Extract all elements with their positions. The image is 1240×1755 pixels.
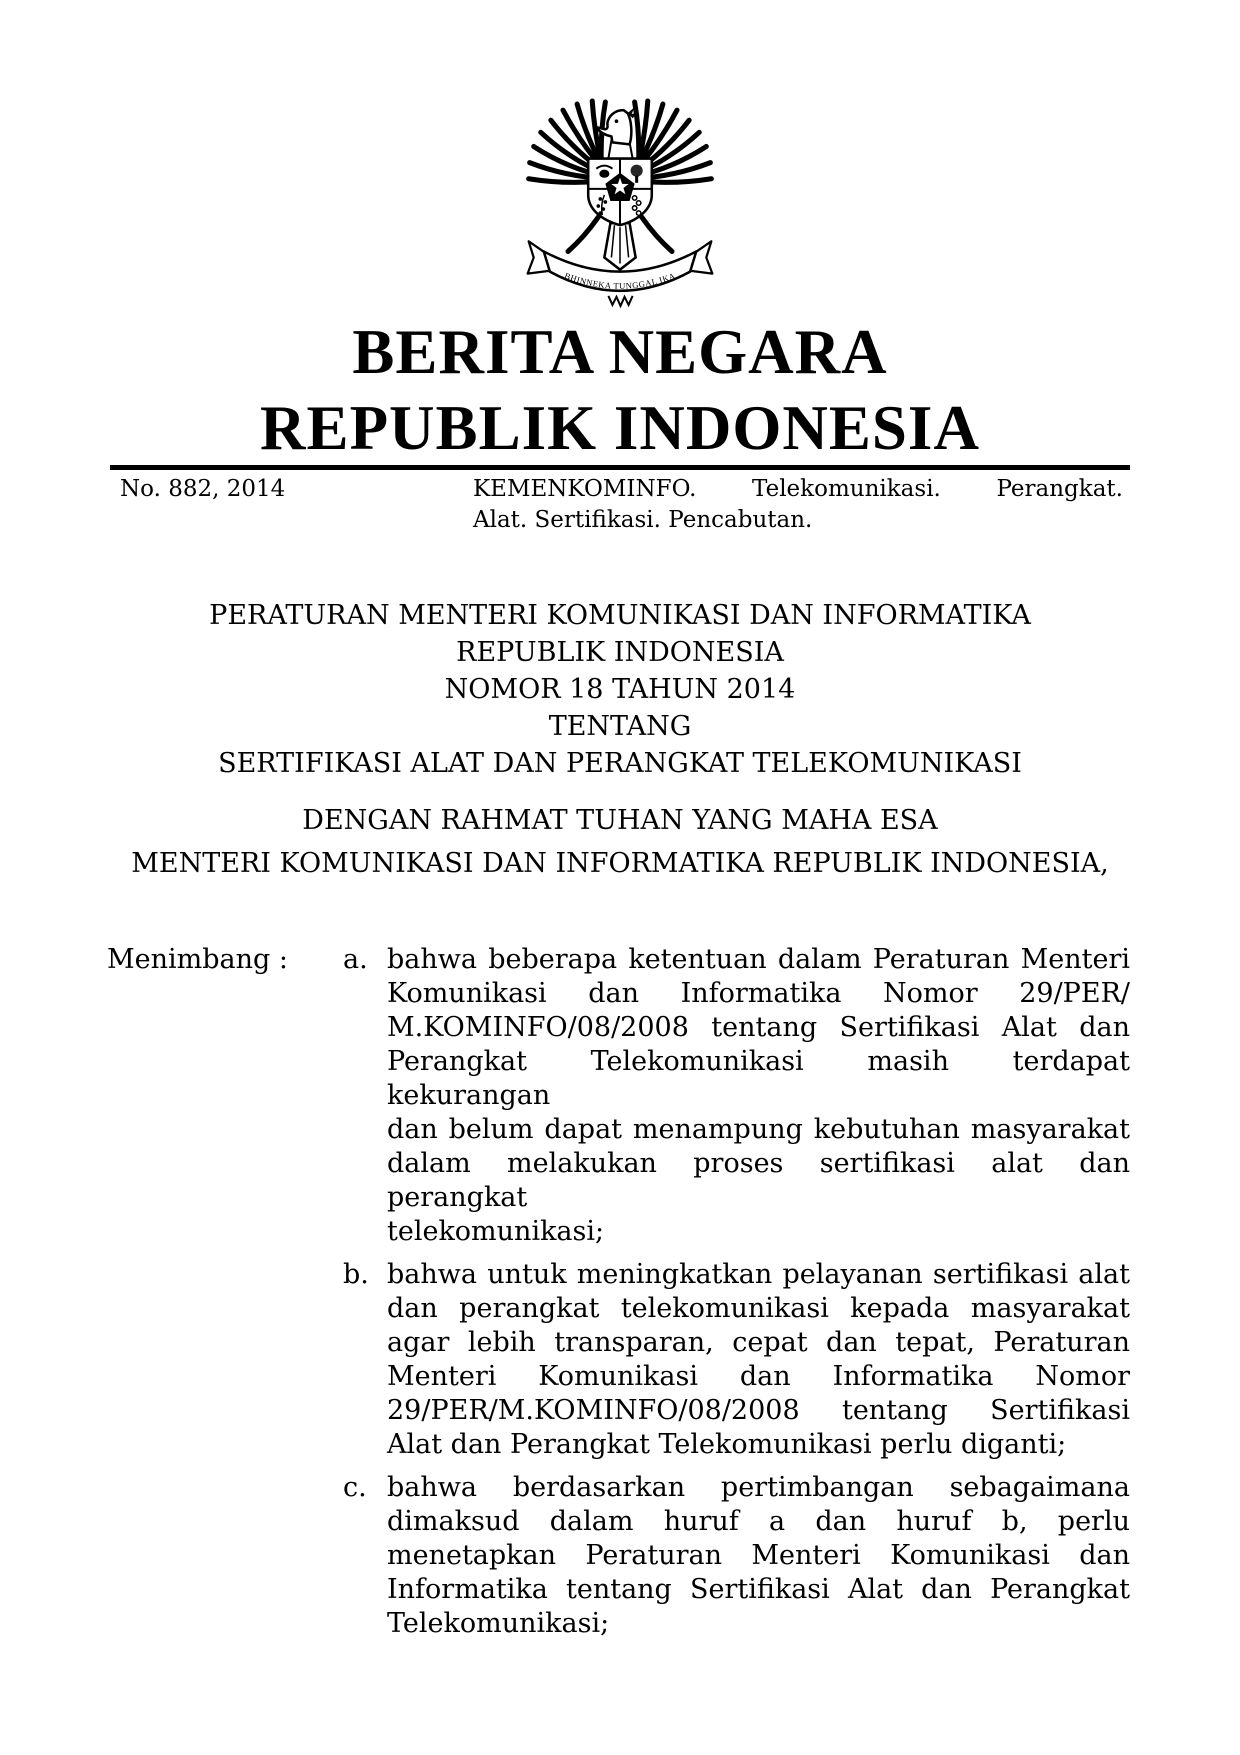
text-line: bahwa berdasarkan pertimbangan sebagaimana (387, 1472, 1130, 1503)
motto-text: BHINNEKA TUNGGAL IKA (563, 270, 677, 291)
shield (588, 159, 652, 226)
tail-tips (608, 296, 632, 306)
text-line: Komunikasi dan Informatika Nomor 29/PER/ (387, 978, 1130, 1009)
eagle-eye (615, 119, 619, 123)
authority-line: MENTERI KOMUNIKASI DAN INFORMATIKA REPUBLIK INDONESIA, (131, 848, 1109, 879)
garuda-pancasila-emblem (525, 98, 715, 312)
masthead-title (0, 314, 1240, 466)
regulation-heading (0, 597, 1240, 782)
text-line: SERTIFIKASI ALAT DAN PERANGKAT TELEKOMUNIKASI (218, 748, 1022, 779)
text-line: Menteri Komunikasi dan Informatika Nomor (387, 1361, 1130, 1392)
item-marker-c: c. (343, 1472, 367, 1503)
text-line: Alat. Sertifikasi. Pencabutan. (473, 507, 813, 533)
consideration-item-c (107, 1471, 1130, 1641)
text-line: BERITA NEGARA (352, 317, 888, 387)
text-line: TENTANG (548, 711, 692, 742)
text-line: dalam melakukan proses sertifikasi alat dan perangkat (387, 1148, 1130, 1213)
subject-keywords (473, 474, 1123, 536)
text-line: dan perangkat telekomunikasi kepada masyarakat (387, 1293, 1130, 1324)
text-line: dan belum dapat menampung kebutuhan masyarakat (387, 1114, 1130, 1145)
issue-number: No. 882, 2014 (120, 476, 286, 502)
text-line: REPUBLIK INDONESIA (456, 637, 784, 668)
text-line: Perangkat Telekomunikasi masih terdapat kekurangan (387, 1046, 1130, 1111)
text-line: telekomunikasi; (387, 1216, 605, 1247)
text-line: M.KOMINFO/08/2008 tentang Sertifikasi Alat dan (387, 1012, 1130, 1043)
consideration-item-a (107, 943, 1130, 1249)
text-line: Alat dan Perangkat Telekomunikasi perlu diganti; (387, 1429, 1067, 1460)
text-line: bahwa beberapa ketentuan dalam Peraturan Menteri (387, 944, 1130, 975)
considerations-label: Menimbang : (107, 944, 288, 975)
text-line: REPUBLIK INDONESIA (260, 393, 980, 463)
text-line: menetapkan Peraturan Menteri Komunikasi dan (387, 1540, 1130, 1571)
text-line: KEMENKOMINFO. Telekomunikasi. Perangkat. (473, 476, 1123, 502)
consideration-item-b (107, 1258, 1130, 1462)
text-line: PERATURAN MENTERI KOMUNIKASI DAN INFORMATIKA (209, 600, 1031, 631)
text-line: NOMOR 18 TAHUN 2014 (444, 674, 796, 705)
item-text-c (387, 1471, 1130, 1641)
item-text-b (387, 1258, 1130, 1462)
considerations-section (107, 943, 1130, 1641)
masthead-divider-rule (110, 465, 1130, 470)
text-line: 29/PER/M.KOMINFO/08/2008 tentang Sertifikasi (387, 1395, 1130, 1426)
text-line: bahwa untuk meningkatkan pelayanan sertifikasi alat (387, 1259, 1130, 1290)
invocation-line: DENGAN RAHMAT TUHAN YANG MAHA ESA (302, 805, 938, 836)
text-line: Informatika tentang Sertifikasi Alat dan Perangkat (387, 1574, 1130, 1605)
item-text-a (387, 943, 1130, 1249)
item-marker-a: a. (343, 944, 368, 975)
item-marker-b: b. (343, 1259, 369, 1290)
text-line: Telekomunikasi; (387, 1608, 610, 1639)
text-line: agar lebih transparan, cepat dan tepat, Peraturan (387, 1327, 1130, 1358)
text-line: dimaksud dalam huruf a dan huruf b, perlu (387, 1506, 1130, 1537)
